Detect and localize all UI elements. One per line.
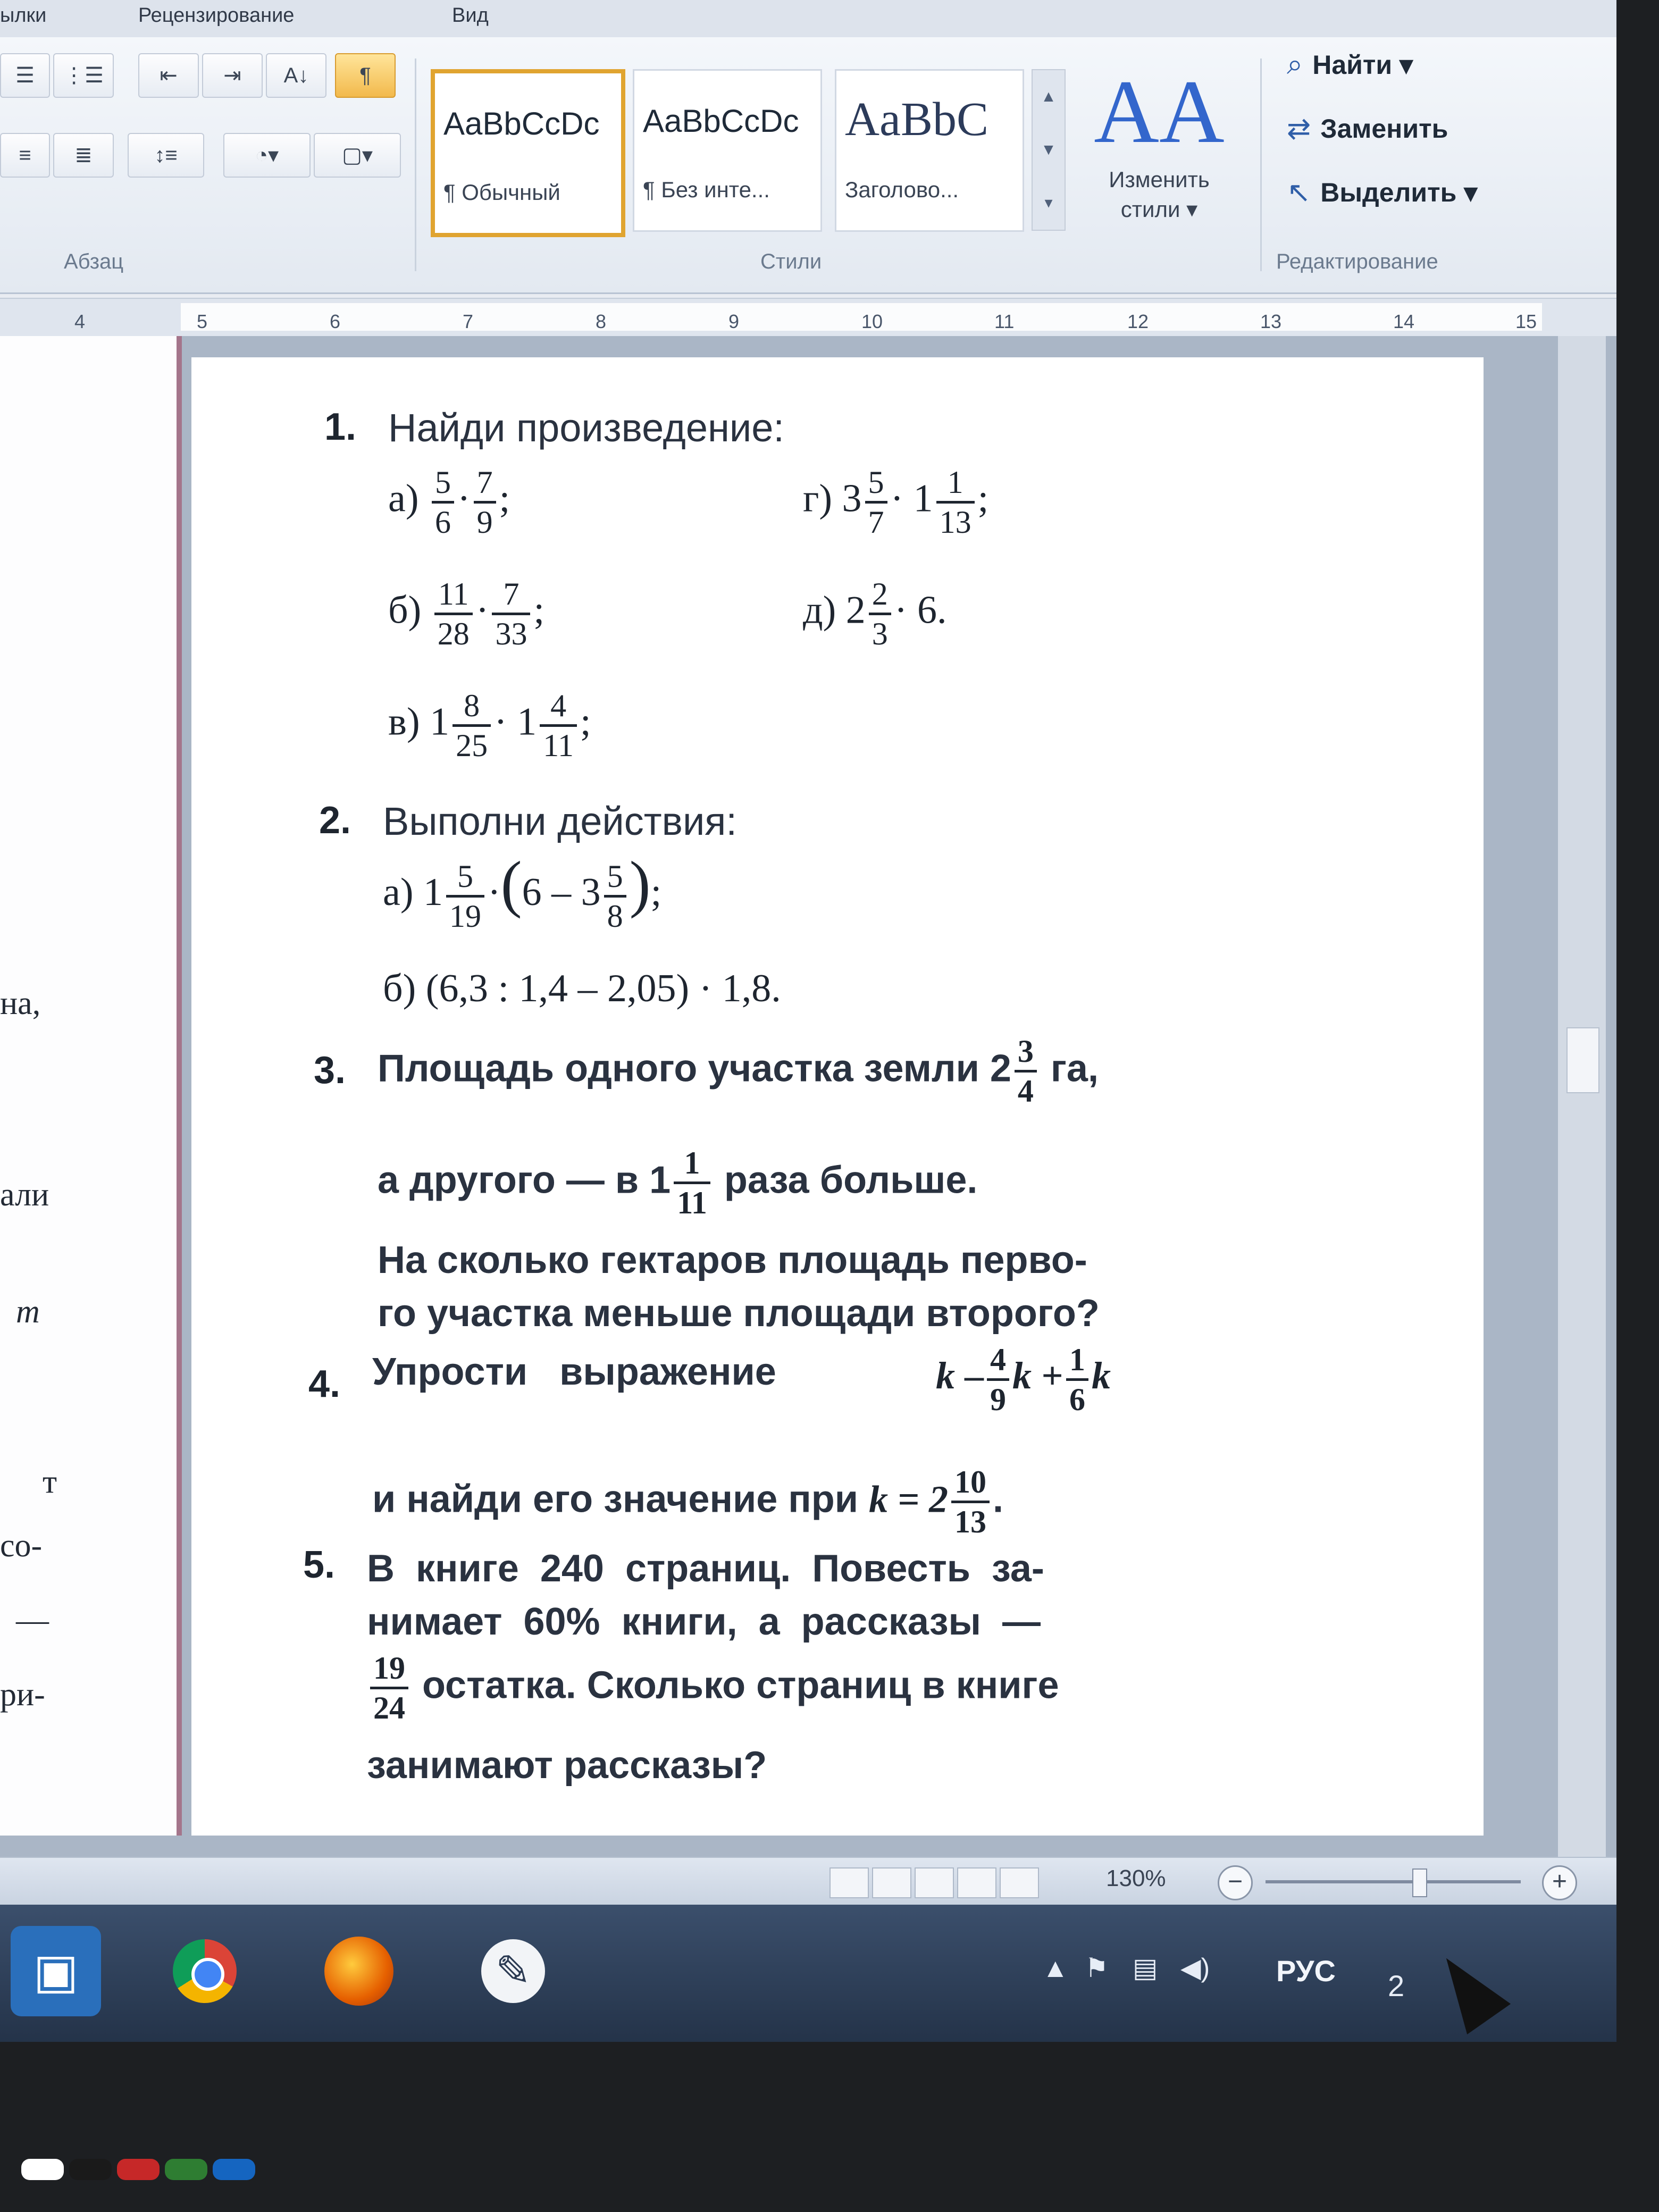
find-button[interactable] bbox=[1287, 48, 1413, 81]
problem2-item-b: б) (6,3 : 1,4 – 2,05) · 1,8. bbox=[383, 967, 781, 1010]
zoom-slider[interactable] bbox=[1266, 1880, 1521, 1883]
item-label: в) bbox=[388, 700, 420, 744]
marker-black[interactable] bbox=[69, 2159, 112, 2180]
decrease-indent-icon[interactable]: ⇤ bbox=[138, 53, 199, 98]
replace-button[interactable] bbox=[1287, 112, 1448, 145]
shading-icon[interactable]: ◔▾ bbox=[223, 133, 311, 178]
style-name: Заголово... bbox=[845, 177, 959, 202]
style-sample: AaBbCcDc bbox=[643, 103, 799, 139]
page-margin-line bbox=[177, 336, 182, 1836]
fraction: $\frac{11}{28}$ bbox=[434, 575, 473, 652]
fraction: $\frac{1}{13}$ bbox=[936, 464, 975, 541]
ruler-number: 9 bbox=[728, 311, 740, 332]
problem-number: 1. bbox=[324, 406, 357, 448]
problem3-line2: а другого — в 1 $\frac{1}{11}$ раза больше. bbox=[378, 1145, 978, 1220]
ribbon bbox=[0, 37, 1616, 294]
fraction: $\frac{4}{9}$ bbox=[987, 1341, 1009, 1418]
fraction: $\frac{1}{11}$ bbox=[674, 1144, 710, 1221]
problem3-line1: Площадь одного участка земли 2 $\frac{3}{4}$ га, bbox=[378, 1034, 1099, 1109]
style-no-spacing[interactable] bbox=[633, 69, 822, 232]
problem-number: 4. bbox=[308, 1363, 341, 1405]
problem3-line4: го участка меньше площади второго? bbox=[378, 1292, 1100, 1335]
group-label-paragraph: Абзац bbox=[64, 250, 124, 273]
group-separator bbox=[415, 58, 416, 271]
problem5-line1: В книге 240 страниц. Повесть за- bbox=[367, 1547, 1044, 1590]
fraction: $\frac{7}{33}$ bbox=[492, 575, 530, 652]
pen-tool-icon[interactable]: ✎ bbox=[468, 1926, 558, 2016]
zoom-level[interactable]: 130% bbox=[1106, 1865, 1166, 1891]
fraction: $\frac{3}{4}$ bbox=[1015, 1033, 1037, 1110]
style-name: ¶ Обычный bbox=[443, 180, 560, 205]
fraction: $\frac{4}{11}$ bbox=[540, 687, 577, 764]
network-icon[interactable]: ▤ bbox=[1133, 1953, 1158, 1983]
problem3-line3: На сколько гектаров площадь перво- bbox=[378, 1239, 1087, 1281]
fraction: $\frac{2}{3}$ bbox=[869, 575, 891, 652]
ruler-number: 14 bbox=[1393, 311, 1415, 332]
ruler-number: 6 bbox=[330, 311, 341, 332]
document-page[interactable] bbox=[191, 357, 1484, 1836]
text-fragment: али bbox=[0, 1177, 49, 1213]
problem4-line1: Упрости выражение k – $\frac{4}{9}$ k + $\frac{1}{6}$ k bbox=[372, 1342, 1111, 1417]
scrollbar-thumb[interactable] bbox=[1566, 1027, 1599, 1093]
draft-view-button[interactable] bbox=[1000, 1867, 1039, 1898]
text-fragment: со- bbox=[0, 1528, 43, 1564]
style-normal[interactable] bbox=[431, 69, 625, 237]
status-bar bbox=[0, 1857, 1616, 1906]
align-justify-icon[interactable]: ≡ bbox=[0, 133, 50, 178]
styles-gallery-scroll[interactable] bbox=[1032, 69, 1066, 231]
ruler-number: 12 bbox=[1127, 311, 1149, 332]
ruler-number: 5 bbox=[197, 311, 208, 332]
marker-blue[interactable] bbox=[213, 2159, 255, 2180]
app-icon-flipchart[interactable]: ▣ bbox=[11, 1926, 101, 2016]
problem4-line2: и найди его значение при k = 2 $\frac{10}{13}$ . bbox=[372, 1464, 1004, 1539]
increase-indent-icon[interactable]: ⇥ bbox=[202, 53, 263, 98]
problem1-item-g: г) 3 $\frac{5}{7}$ · 1 $\frac{1}{13}$ ; bbox=[803, 465, 989, 540]
problem1-item-v: в) 1 $\frac{8}{25}$ · 1 $\frac{4}{11}$ ; bbox=[388, 688, 591, 763]
tab-view[interactable]: Вид bbox=[452, 4, 489, 27]
replace-label: Заменить bbox=[1320, 113, 1448, 144]
style-sample: AaBbC bbox=[845, 93, 988, 146]
show-marks-icon[interactable]: ¶ bbox=[335, 53, 396, 98]
marker-green[interactable] bbox=[165, 2159, 207, 2180]
problem5-line3: $\frac{19}{24}$ остатка. Сколько страниц в книге bbox=[367, 1649, 1059, 1727]
ribbon-tab-bar bbox=[0, 0, 1616, 37]
bullets-icon[interactable]: ☰ bbox=[0, 53, 50, 98]
firefox-icon[interactable] bbox=[314, 1926, 404, 2016]
whiteboard-markers bbox=[21, 2159, 255, 2191]
text-fragment: на, bbox=[0, 985, 41, 1021]
select-button[interactable] bbox=[1287, 175, 1477, 209]
ruler-number: 4 bbox=[74, 311, 86, 332]
multilevel-list-icon[interactable]: ⋮☰ bbox=[53, 53, 114, 98]
chrome-icon[interactable] bbox=[160, 1926, 250, 2016]
fraction: $\frac{5}{19}$ bbox=[446, 858, 484, 935]
taskbar bbox=[0, 1905, 1616, 2042]
item-label: г) bbox=[803, 476, 832, 521]
problem1-item-a: а) $\frac{5}{6}$ · $\frac{7}{9}$ ; bbox=[388, 465, 510, 540]
full-screen-view-button[interactable] bbox=[872, 1867, 911, 1898]
problem5-line2: нимает 60% книги, а рассказы — bbox=[367, 1601, 1041, 1643]
problem-heading: Выполни действия: bbox=[383, 799, 737, 843]
problem-number: 2. bbox=[319, 799, 351, 842]
align-distribute-icon[interactable]: ≣ bbox=[53, 133, 114, 178]
marker-red[interactable] bbox=[117, 2159, 160, 2180]
item-label: д) bbox=[803, 588, 836, 632]
zoom-in-button[interactable]: + bbox=[1542, 1865, 1577, 1900]
borders-icon[interactable]: ▢▾ bbox=[314, 133, 401, 178]
problem1-item-d: д) 2 $\frac{2}{3}$ · 6. bbox=[803, 576, 947, 651]
text-fragment: — bbox=[16, 1602, 49, 1638]
zoom-out-button[interactable]: − bbox=[1218, 1865, 1253, 1900]
print-layout-view-button[interactable] bbox=[830, 1867, 869, 1898]
language-indicator[interactable]: РУС bbox=[1276, 1954, 1336, 1988]
ruler-number: 7 bbox=[463, 311, 474, 332]
group-label-styles: Стили bbox=[760, 250, 822, 273]
ruler-number: 8 bbox=[596, 311, 607, 332]
fraction: $\frac{8}{25}$ bbox=[453, 687, 491, 764]
tray-arrow-icon[interactable]: ▲ bbox=[1042, 1953, 1069, 1983]
find-icon: ⌕ bbox=[1287, 48, 1303, 80]
fraction: $\frac{7}{9}$ bbox=[474, 464, 496, 541]
problem-number: 5. bbox=[303, 1544, 336, 1586]
marker-white[interactable] bbox=[21, 2159, 64, 2180]
change-styles-icon: AA bbox=[1094, 62, 1225, 162]
fraction: $\frac{19}{24}$ bbox=[370, 1649, 408, 1727]
fraction: $\frac{5}{7}$ bbox=[865, 464, 887, 541]
style-sample: AaBbCcDc bbox=[443, 106, 600, 141]
ruler-number: 11 bbox=[994, 311, 1015, 332]
horizontal-ruler[interactable] bbox=[0, 298, 1616, 337]
style-name: ¶ Без инте... bbox=[643, 177, 770, 202]
clock[interactable]: 2 bbox=[1388, 1969, 1405, 2002]
problem-heading: Найди произведение: bbox=[388, 406, 784, 450]
previous-page-edge bbox=[0, 336, 181, 1836]
vertical-scrollbar[interactable] bbox=[1558, 336, 1606, 1857]
fraction: $\frac{10}{13}$ bbox=[951, 1463, 990, 1540]
group-label-editing: Редактирование bbox=[1276, 250, 1438, 273]
item-label: а) bbox=[383, 870, 414, 914]
zoom-slider-thumb[interactable] bbox=[1412, 1869, 1427, 1897]
item-label: б) bbox=[383, 967, 416, 1010]
more-icon[interactable]: ▾ bbox=[1044, 194, 1053, 212]
line-spacing-icon[interactable]: ↕≡ bbox=[128, 133, 204, 178]
select-label: Выделить ▾ bbox=[1320, 177, 1478, 207]
sort-icon[interactable]: A↓ bbox=[266, 53, 326, 98]
text-fragment: m bbox=[16, 1294, 40, 1330]
document-area bbox=[0, 336, 1616, 1857]
ruler-track bbox=[74, 303, 1542, 332]
style-heading[interactable] bbox=[835, 69, 1024, 232]
change-styles-button[interactable] bbox=[1079, 58, 1239, 250]
item-label: б) bbox=[388, 588, 422, 632]
item-label: а) bbox=[388, 476, 419, 521]
chevron-down-icon[interactable]: ▼ bbox=[1041, 141, 1057, 158]
problem-number: 3. bbox=[314, 1049, 346, 1092]
problem1-item-b: б) $\frac{11}{28}$ · $\frac{7}{33}$ ; bbox=[388, 576, 545, 651]
problem2-item-a: а) 1 $\frac{5}{19}$ ·(6 – 3 $\frac{5}{8}$ ); bbox=[383, 848, 662, 934]
ruler-number: 13 bbox=[1260, 311, 1282, 332]
select-icon: ↖ bbox=[1287, 177, 1311, 208]
flag-icon[interactable]: ⚑ bbox=[1085, 1953, 1109, 1983]
tab-review[interactable]: Рецензирование bbox=[138, 4, 295, 27]
ruler-number: 10 bbox=[861, 311, 883, 332]
tab-references[interactable]: ылки bbox=[0, 4, 47, 27]
text-fragment: т bbox=[43, 1464, 57, 1500]
outline-view-button[interactable] bbox=[957, 1867, 996, 1898]
web-layout-view-button[interactable] bbox=[915, 1867, 954, 1898]
fraction: $\frac{1}{6}$ bbox=[1066, 1341, 1088, 1418]
change-styles-label: Изменить стили ▾ bbox=[1109, 167, 1210, 222]
fraction: $\frac{5}{8}$ bbox=[604, 858, 626, 935]
ruler-number: 15 bbox=[1515, 311, 1537, 332]
problem5-line4: занимают рассказы? bbox=[367, 1744, 767, 1787]
volume-icon[interactable]: ◀) bbox=[1180, 1953, 1210, 1983]
find-label: Найти ▾ bbox=[1312, 49, 1413, 80]
group-separator bbox=[1260, 58, 1262, 271]
fraction: $\frac{5}{6}$ bbox=[432, 464, 454, 541]
chevron-up-icon[interactable]: ▲ bbox=[1041, 88, 1057, 105]
text-fragment: ри- bbox=[0, 1677, 45, 1713]
replace-icon: ⇄ bbox=[1287, 113, 1311, 145]
